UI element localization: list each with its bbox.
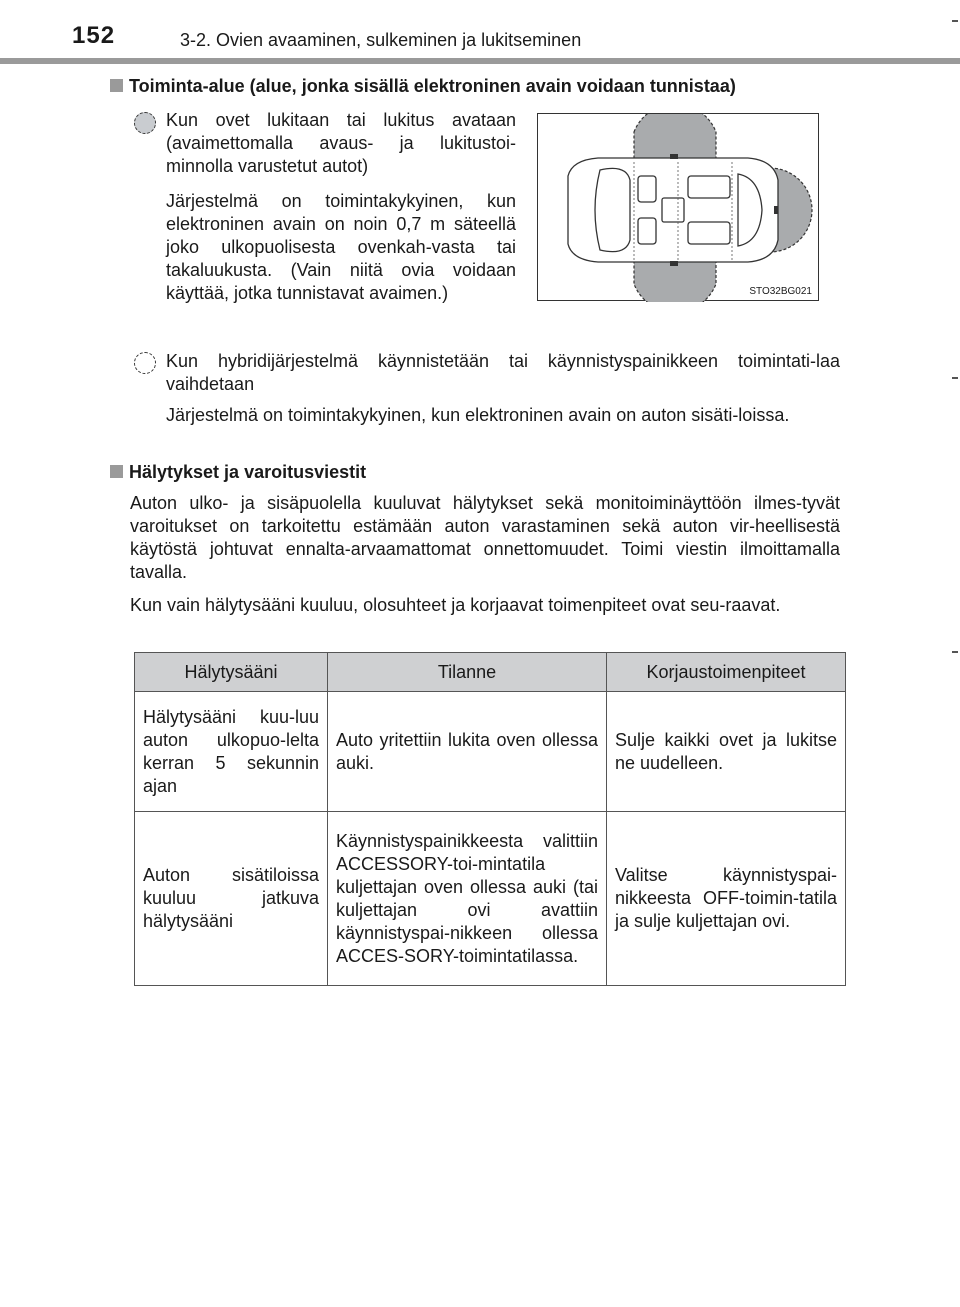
page-number: 152 — [72, 22, 116, 49]
square-bullet-icon — [110, 79, 123, 92]
column-header: Korjaustoimenpiteet — [607, 653, 846, 692]
alarms-paragraph-2: Kun vain hälytysääni kuuluu, olosuhteet ja korjaavat toimenpiteet ovat seu-raavat. — [130, 595, 781, 615]
table-cell: Hälytysääni kuu-luu auton ulkopuo-lelta kerran 5 sekunnin ajan — [135, 692, 328, 812]
hybrid-start-bullet-icon — [134, 352, 156, 374]
column-header: Hälytysääni — [135, 653, 328, 692]
table-header-row — [135, 653, 846, 692]
car-top-view-illustration — [538, 114, 820, 302]
figure-code: STO32BG021 — [749, 286, 812, 297]
detection-range-figure — [537, 113, 819, 301]
table-cell: Käynnistyspainikkeesta valittiin ACCESSORY-toi-mintatila kuljettajan oven ollessa auki (tai kuljettajan ovi avattiin käynnistyspai-nikkeen ollessa ACCES-SORY-toimintatilassa. — [328, 812, 607, 986]
item1-body: Järjestelmä on toimintakykyinen, kun elektroninen avain on noin 0,7 m säteellä joko ulkopuolisesta ovenkah-vasta tai takaluukusta. (Vain niitä ovia voidaan käyttää, jotka tunnistavat avaimen.) — [166, 191, 516, 303]
key-zone-bullet-icon — [134, 112, 156, 134]
table-row — [135, 692, 846, 812]
table-cell: Auto yritettiin lukita oven ollessa auki. — [328, 692, 607, 812]
column-header: Tilanne — [328, 653, 607, 692]
car-seat — [688, 176, 730, 198]
page-header — [0, 0, 960, 64]
car-seat — [688, 222, 730, 244]
square-bullet-icon — [110, 465, 123, 478]
table-cell: Sulje kaikki ovet ja lukitse ne uudelleen. — [607, 692, 846, 812]
car-seat — [638, 218, 656, 244]
edge-mark — [952, 20, 958, 22]
table-cell: Valitse käynnistyspai-nikkeesta OFF-toimin-tatila ja sulje kuljettajan ovi. — [607, 812, 846, 986]
door-handle-sensor — [670, 261, 678, 266]
alarms-paragraph-1: Auton ulko- ja sisäpuolella kuuluvat hälytykset sekä monitoiminäyttöön ilmes-tyvät varoitukset on tarkoitettu estämään auton varastaminen sekä auton vir-heellisestä käytöstä johtuvat ennalta-arvaamattomat onnettomuudet. Toimi viestin ilmoittamalla tavalla. — [130, 493, 840, 582]
hatch-sensor — [774, 206, 778, 214]
car-console — [662, 198, 684, 222]
header-rule — [0, 58, 960, 64]
table-cell: Auton sisätiloissa kuuluu jatkuva hälytysääni — [135, 812, 328, 986]
item2-body: Järjestelmä on toimintakykyinen, kun elektroninen avain on auton sisäti-loissa. — [166, 405, 790, 425]
section-heading-alarms — [110, 460, 850, 484]
alarm-table — [134, 652, 846, 986]
item2-title: Kun hybridijärjestelmä käynnistetään tai käynnistyspainikkeen toimintati-laa vaihdetaan — [166, 351, 840, 394]
door-handle-sensor — [670, 154, 678, 159]
car-seat — [638, 176, 656, 202]
table-row — [135, 812, 846, 986]
edge-mark — [952, 651, 958, 653]
chapter-title: 3-2. Ovien avaaminen, sulkeminen ja lukitseminen — [180, 30, 582, 50]
section-heading-text: Toiminta-alue (alue, jonka sisällä elektroninen avain voidaan tunnistaa) — [129, 76, 736, 96]
section-heading-operating-range — [110, 74, 850, 98]
car-windshield — [595, 168, 630, 251]
item1-title: Kun ovet lukitaan tai lukitus avataan (avaimettomalla avaus- ja lukitustoi-minnolla varustetut autot) — [166, 110, 516, 176]
section-heading-text: Hälytykset ja varoitusviestit — [129, 462, 367, 482]
edge-mark — [952, 377, 958, 379]
